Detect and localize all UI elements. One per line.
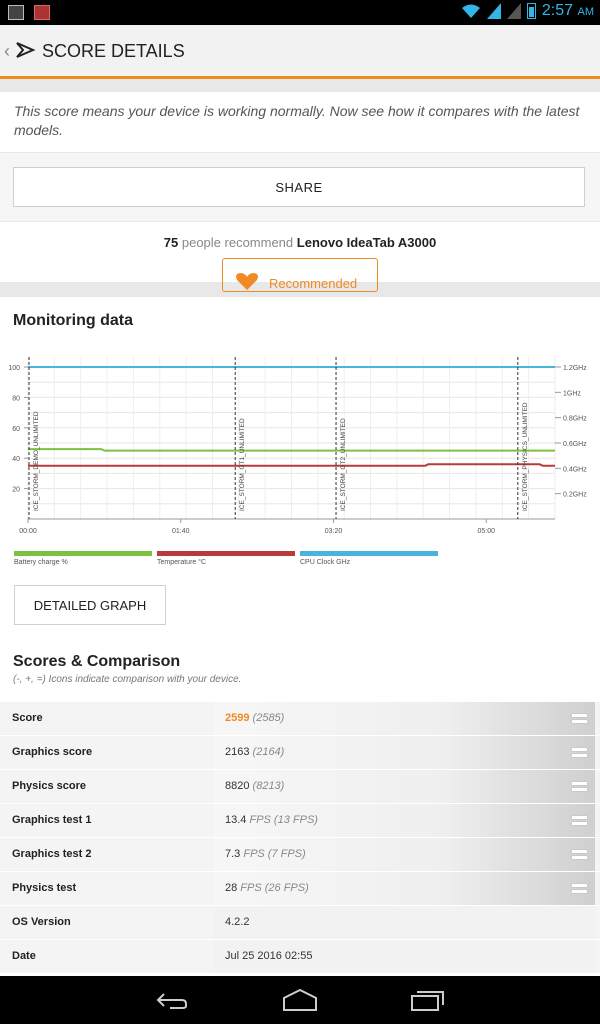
equal-icon xyxy=(572,714,587,723)
legend-swatch xyxy=(157,551,295,556)
score-description-card xyxy=(0,92,600,152)
y-right-tick-label: 1GHz xyxy=(563,390,581,398)
score-row[interactable] xyxy=(0,838,600,871)
legend-swatch xyxy=(300,551,438,556)
equal-icon xyxy=(572,850,587,859)
back-chevron-icon[interactable]: ‹ xyxy=(4,41,10,61)
score-row-label: Score xyxy=(12,712,43,724)
score-row-label: Graphics score xyxy=(12,746,93,758)
share-button[interactable]: SHARE xyxy=(13,167,585,207)
scores-section xyxy=(0,640,600,976)
score-unit: FPS xyxy=(237,882,262,894)
score-row-value-cell xyxy=(214,906,595,939)
recommend-section xyxy=(0,222,600,291)
back-icon[interactable] xyxy=(154,988,190,1012)
x-tick-label: 00:00 xyxy=(19,528,37,535)
navigation-bar xyxy=(0,976,600,1024)
y-tick-label: 60 xyxy=(12,425,20,433)
score-row-value-cell xyxy=(214,838,595,871)
recommend-text: 75 people recommend Lenovo IdeaTab A3000 xyxy=(163,235,437,250)
score-row-label: Date xyxy=(12,950,36,962)
score-row-value: 4.2.2 xyxy=(225,916,250,928)
legend-item-battery: Battery charge % xyxy=(14,551,152,566)
score-reference: (2585) xyxy=(249,712,285,724)
x-tick-label: 03:20 xyxy=(324,528,343,535)
clock: 2:57 AM xyxy=(541,2,594,19)
share-section xyxy=(0,153,600,221)
y-right-tick-label: 0.4GHz xyxy=(563,466,587,474)
score-row-value: Jul 25 2016 02:55 xyxy=(225,950,313,962)
score-row-value-cell xyxy=(214,940,595,973)
score-row[interactable] xyxy=(0,770,600,803)
gallery-icon xyxy=(8,5,24,20)
score-row-value-cell xyxy=(214,770,595,803)
x-tick-label: 01:40 xyxy=(171,528,190,535)
y-tick-label: 40 xyxy=(12,456,20,464)
home-icon[interactable] xyxy=(282,988,318,1012)
score-unit: FPS xyxy=(240,848,265,860)
x-tick-label: 05:00 xyxy=(477,528,496,535)
score-row-value: 2163 (2164) xyxy=(225,746,285,758)
detailed-graph-button[interactable]: DETAILED GRAPH xyxy=(14,585,166,625)
scores-subtitle: (-, +, =) Icons indicate comparison with your device. xyxy=(13,674,242,685)
score-reference: (26 FPS) xyxy=(261,882,309,894)
y-tick-label: 80 xyxy=(12,395,20,403)
equal-icon xyxy=(572,884,587,893)
score-row-value-cell xyxy=(214,804,595,837)
score-row-value-cell xyxy=(214,736,595,769)
app-logo-icon[interactable] xyxy=(14,39,36,61)
score-row[interactable] xyxy=(0,906,600,939)
recommended-button[interactable]: Recommended xyxy=(222,258,378,292)
monitoring-section xyxy=(0,297,600,697)
y-tick-label: 100 xyxy=(8,365,20,372)
score-reference: (2164) xyxy=(249,746,285,758)
score-reference: (7 FPS) xyxy=(264,848,306,860)
y-right-tick-label: 0.2GHz xyxy=(563,491,587,499)
score-row-label: OS Version xyxy=(12,916,71,928)
y-tick-label: 20 xyxy=(12,486,20,494)
recent-apps-icon[interactable] xyxy=(410,988,446,1012)
y-right-tick-label: 0.6GHz xyxy=(563,441,587,448)
score-row-value: 28 FPS (26 FPS) xyxy=(225,882,309,894)
score-description: This score means your device is working normally. Now see how it compares with the latest models. xyxy=(14,103,580,138)
legend-item-temperature: Temperature °C xyxy=(157,551,295,566)
score-row[interactable] xyxy=(0,702,600,735)
test-marker-label: ICE_STORM_GT2_UNLIMITED xyxy=(340,418,348,511)
test-marker-label: ICE_STORM_DEMO_UNLIMITED xyxy=(33,411,40,511)
heart-icon xyxy=(235,272,259,290)
test-marker-label: ICE_STORM_GT1_UNLIMITED xyxy=(239,418,247,511)
signal-icon xyxy=(507,3,521,19)
equal-icon xyxy=(572,782,587,791)
status-bar xyxy=(0,0,600,25)
app-icon xyxy=(34,5,50,20)
score-row-value: 13.4 FPS (13 FPS) xyxy=(225,814,318,826)
monitoring-chart xyxy=(0,347,600,547)
score-row-value: 2599 (2585) xyxy=(225,712,285,724)
score-row-label: Physics test xyxy=(12,882,77,894)
signal-icon xyxy=(487,3,501,19)
score-row-label: Graphics test 1 xyxy=(12,814,92,826)
scores-title: Scores & Comparison xyxy=(13,653,181,670)
wifi-icon xyxy=(461,3,481,19)
score-row[interactable] xyxy=(0,736,600,769)
score-row-value: 8820 (8213) xyxy=(225,780,285,792)
y-right-tick-label: 1.2GHz xyxy=(563,365,587,372)
score-unit: FPS xyxy=(246,814,271,826)
page-title: SCORE DETAILS xyxy=(42,41,185,61)
scores-table xyxy=(0,702,600,974)
chart-legend xyxy=(14,551,454,569)
score-row-value-cell xyxy=(214,872,595,905)
legend-item-cpu-clock: CPU Clock GHz xyxy=(300,551,438,566)
monitoring-title: Monitoring data xyxy=(13,312,133,329)
equal-icon xyxy=(572,816,587,825)
test-marker-label: ICE_STORM_PHYSICS_UNLIMITED xyxy=(521,402,529,511)
legend-swatch xyxy=(14,551,152,556)
score-row[interactable] xyxy=(0,804,600,837)
score-row-label: Graphics test 2 xyxy=(12,848,92,860)
score-row-value: 7.3 FPS (7 FPS) xyxy=(225,848,306,860)
score-row-value-cell xyxy=(214,702,595,735)
score-row-label: Physics score xyxy=(12,780,86,792)
y-right-tick-label: 0.8GHz xyxy=(563,415,587,423)
score-row[interactable] xyxy=(0,940,600,973)
score-reference: (13 FPS) xyxy=(270,814,318,826)
score-row[interactable] xyxy=(0,872,600,905)
score-reference: (8213) xyxy=(249,780,285,792)
battery-icon xyxy=(527,3,536,19)
action-bar xyxy=(0,25,600,79)
equal-icon xyxy=(572,748,587,757)
